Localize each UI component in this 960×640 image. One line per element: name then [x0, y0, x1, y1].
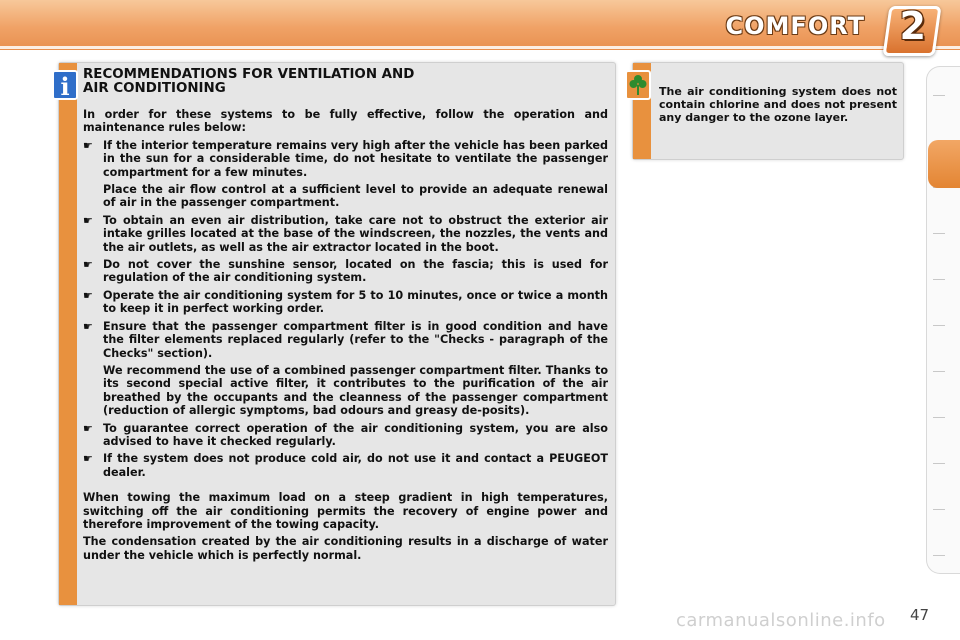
pointing-hand-icon: ☛ [83, 288, 93, 302]
pointing-hand-icon: ☛ [83, 138, 93, 152]
list-item-text: Ensure that the passenger compartment filter is in good condition and have the filter elements replaced regularly (refer to the "Checks - paragraph of the Checks" section). [103, 319, 608, 360]
list-item [83, 289, 608, 316]
tab-divider [933, 279, 945, 280]
clover-icon [625, 70, 651, 100]
accent-strip [59, 63, 77, 605]
heading-line-1: RECOMMENDATIONS FOR VENTILATION AND [83, 67, 415, 82]
list-item [83, 258, 608, 285]
recommendations-content [83, 68, 608, 566]
list-item-subtext: Place the air flow control at a sufficient level to provide an adequate renewal of air in the passenger compartment. [103, 183, 608, 210]
tab-divider [933, 417, 945, 418]
list-item-subtext: We recommend the use of a combined passenger compartment filter. Thanks to its second special active filter, it contributes to the purification of the air breathed by the occupants and the cleanness of the passenger compartment (reduction of allergic symptoms, bad odours and greasy de-posits). [103, 363, 608, 418]
list-item [83, 452, 608, 479]
list-item [83, 139, 608, 179]
pointing-hand-icon: ☛ [83, 258, 93, 272]
watermark-text: carmanualsonline.info [676, 610, 886, 631]
list-item [83, 214, 608, 254]
tab-divider [933, 233, 945, 234]
towing-paragraph: When towing the maximum load on a steep gradient in high temperatures, switching off the air conditioning permits the recovery of engine power and therefore improvement of the towing capacity. [83, 491, 608, 531]
header-divider [0, 46, 960, 49]
section-title: COMFORT [725, 12, 865, 40]
list-item-text: To obtain an even air distribution, take care not to obstruct the exterior air intake grilles located at the base of the windscreen, the nozzles, the vents and the air outlets, as well as the air extractor located in the boot. [103, 213, 608, 254]
list-item-text: Do not cover the sunshine sensor, located on the fascia; this is used for regulation of the air conditioning system. [103, 258, 608, 285]
pointing-hand-icon: ☛ [83, 421, 93, 435]
tab-divider [933, 509, 945, 510]
pointing-hand-icon: ☛ [83, 319, 93, 333]
tab-chapter-2[interactable] [928, 140, 960, 188]
list-item-text: If the system does not produce cold air, do not use it and contact a PEUGEOT dealer. [103, 452, 608, 479]
environment-note-text: The air conditioning system does not contain chlorine and does not present any danger to the ozone layer. [659, 85, 897, 124]
pointing-hand-icon: ☛ [83, 452, 93, 466]
tab-divider [933, 463, 945, 464]
list-item [83, 422, 608, 449]
tab-divider [933, 555, 945, 556]
list-item [83, 320, 608, 360]
pointing-hand-icon: ☛ [83, 213, 93, 227]
recommendations-heading [83, 68, 608, 96]
list-item-text: If the interior temperature remains very high after the vehicle has been parked in the sun for a considerable time, do not hesitate to ventilate the passenger compartment for a few minutes. [103, 138, 608, 179]
list-item-text: Operate the air conditioning system for 5 to 10 minutes, once or twice a month to keep it in perfect working order. [103, 288, 608, 316]
tab-divider [933, 95, 945, 96]
intro-paragraph: In order for these systems to be fully effective, follow the operation and maintenance rules below: [83, 108, 608, 135]
list-item-text: To guarantee correct operation of the air conditioning system, you are also advised to have it checked regularly. [103, 421, 608, 448]
page-number: 47 [910, 606, 930, 624]
info-icon: i [52, 70, 78, 100]
spacer [83, 483, 608, 491]
heading-line-2: AIR CONDITIONING [83, 81, 226, 96]
tab-divider [933, 325, 945, 326]
chapter-number: 2 [899, 4, 926, 48]
tab-divider [933, 371, 945, 372]
condensation-paragraph: The condensation created by the air conditioning results in a discharge of water under the vehicle which is perfectly normal. [83, 535, 608, 562]
